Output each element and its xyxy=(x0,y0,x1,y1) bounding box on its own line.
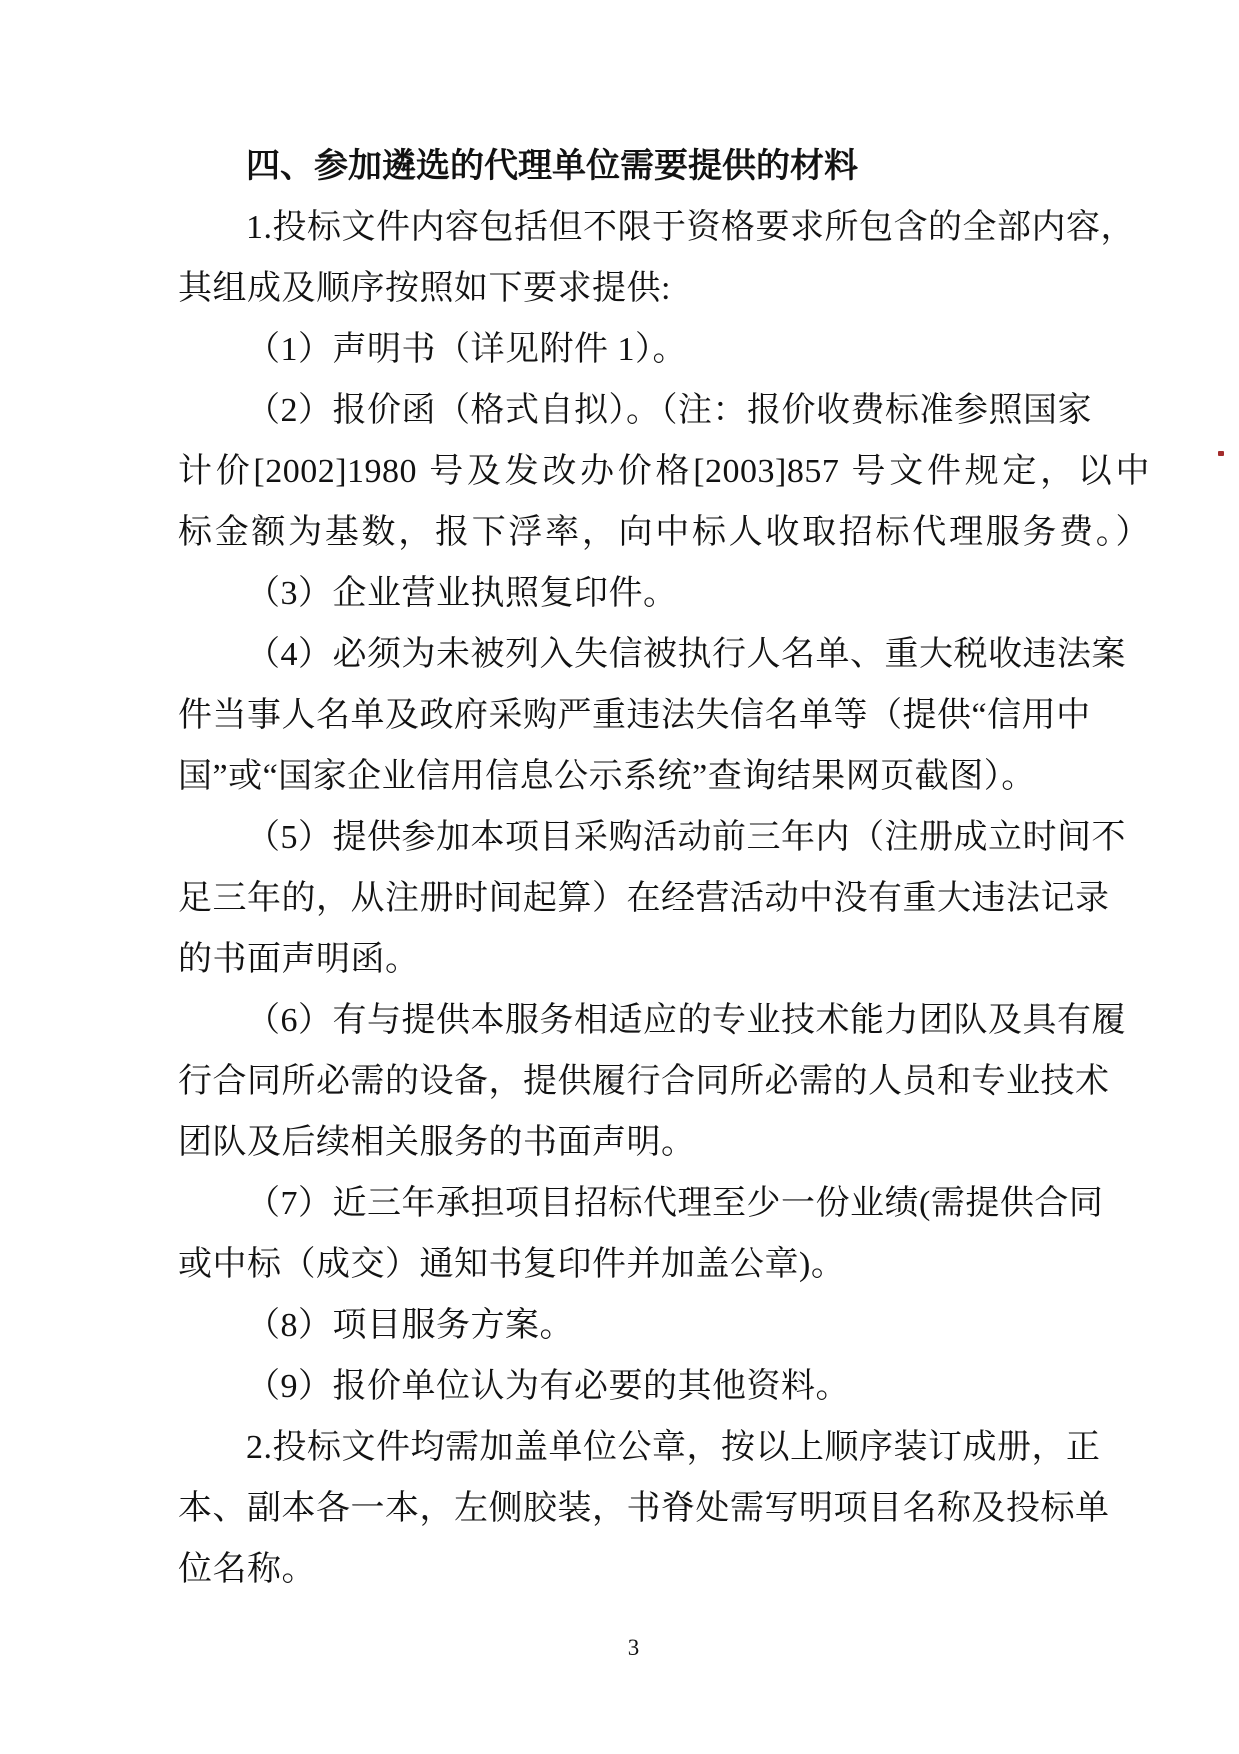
text-line: （8）项目服务方案。 xyxy=(246,1307,574,1344)
text-line: 或中标（成交）通知书复印件并加盖公章)。 xyxy=(178,1246,846,1283)
text-line: 行合同所必需的设备，提供履行合同所必需的人员和专业技术 xyxy=(178,1063,1110,1100)
page-title: 四、参加遴选的代理单位需要提供的材料 xyxy=(246,147,858,185)
text-line: 计价[2002]1980 号及发改办价格[2003]857 号文件规定，以中 xyxy=(178,453,1150,490)
text-line: （1）声明书（详见附件 1）。 xyxy=(246,331,687,368)
text-line: 1.投标文件内容包括但不限于资格要求所包含的全部内容， xyxy=(246,209,1135,246)
text-line: （2）报价函（格式自拟）。（注：报价收费标准参照国家 xyxy=(246,392,1092,429)
text-line: 2.投标文件均需加盖单位公章，按以上顺序装订成册，正 xyxy=(246,1429,1101,1466)
text-line: 其组成及顺序按照如下要求提供: xyxy=(178,270,671,307)
red-ink-mark xyxy=(1218,451,1224,456)
text-line: （3）企业营业执照复印件。 xyxy=(246,575,678,612)
text-line: （4）必须为未被列入失信被执行人名单、重大税收违法案 xyxy=(246,636,1126,673)
text-block xyxy=(178,136,1150,1600)
text-line: 件当事人名单及政府采购严重违法失信名单等（提供“信用中 xyxy=(178,697,1091,734)
text-line: （5）提供参加本项目采购活动前三年内（注册成立时间不 xyxy=(246,819,1126,856)
text-line: 的书面声明函。 xyxy=(178,941,420,978)
text-line: 标金额为基数，报下浮率，向中标人收取招标代理服务费。） xyxy=(178,514,1150,551)
text-line: （7）近三年承担项目招标代理至少一份业绩(需提供合同 xyxy=(246,1185,1104,1222)
text-line: 位名称。 xyxy=(178,1551,316,1588)
text-line: 国”或“国家企业信用信息公示系统”查询结果网页截图）。 xyxy=(178,758,1036,795)
text-line: 本、副本各一本，左侧胶装，书脊处需写明项目名称及投标单 xyxy=(178,1490,1110,1527)
text-line: （6）有与提供本服务相适应的专业技术能力团队及具有履 xyxy=(246,1002,1126,1039)
page-number: 3 xyxy=(627,1635,640,1660)
text-line: 团队及后续相关服务的书面声明。 xyxy=(178,1124,696,1161)
text-line: 足三年的，从注册时间起算）在经营活动中没有重大违法记录 xyxy=(178,880,1110,917)
text-line: （9）报价单位认为有必要的其他资料。 xyxy=(246,1368,850,1405)
